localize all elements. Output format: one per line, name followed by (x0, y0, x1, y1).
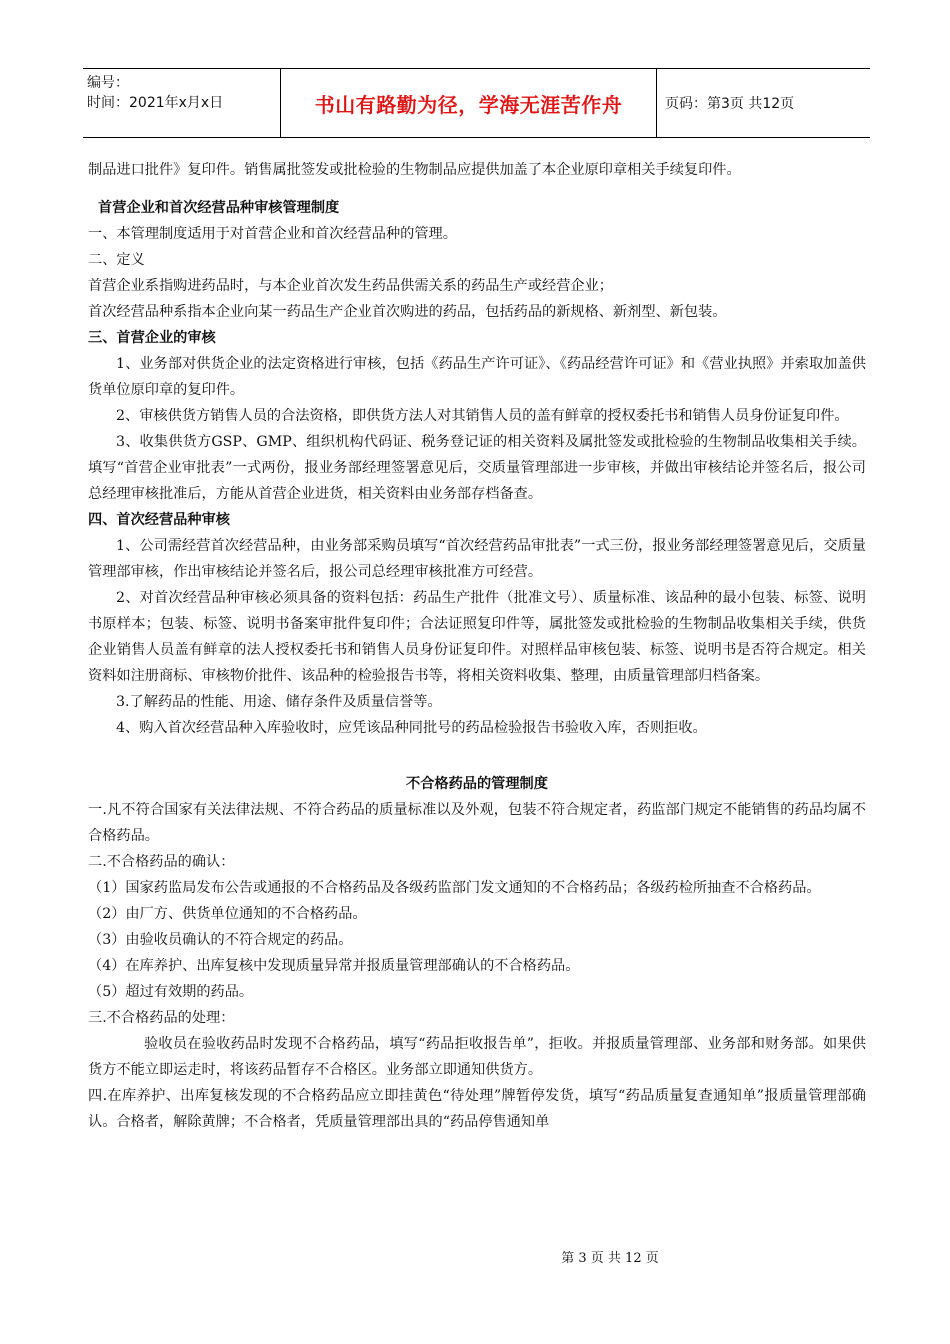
paragraph: （1）国家药监局发布公告或通报的不合格药品及各级药监部门发文通知的不合格药品；各级药检所抽查不合格药品。 (88, 880, 821, 896)
paragraph: 3.了解药品的性能、用途、储存条件及质量信誉等。 (116, 694, 442, 710)
paragraph: 1、业务部对供货企业的法定资格进行审核，包括《药品生产许可证》、《药品经营许可证》和《营业执照》并索取加盖供货单位原印章的复印件。 (88, 356, 866, 398)
paragraph: （3）由验收员确认的不符合规定的药品。 (88, 932, 353, 948)
section-heading: 首营企业和首次经营品种审核管理制度 (98, 200, 340, 216)
document-body (88, 157, 866, 1135)
section-heading: 三、首营企业的审核 (88, 330, 216, 346)
header-page-info (657, 69, 870, 137)
paragraph: 二、定义 (88, 252, 145, 268)
paragraph: （2）由厂方、供货单位通知的不合格药品。 (88, 906, 367, 922)
section-heading: 四、首次经营品种审核 (88, 512, 230, 528)
paragraph: 一.凡不符合国家有关法律法规、不符合药品的质量标准以及外观，包装不符合规定者，药监部门规定不能销售的药品均属不合格药品。 (88, 802, 866, 844)
paragraph: 2、对首次经营品种审核必须具备的资料包括：药品生产批件（批准文号）、质量标准、该品种的最小包装、标签、说明书原样本；包装、标签、说明书备案审批件复印件；合法证照复印件等，属批签发或批检验的生物制品收集相关手续，供货企业销售人员盖有鲜章的法人授权委托书和销售人员身份证复印件。对照样品审核包装、标签、说明书是否符合规定。相关资料如注册商标、审核物价批件、该品种的检验报告书等，将相关资料收集、整理，由质量管理部归档备案。 (88, 590, 866, 684)
paragraph: （5）超过有效期的药品。 (88, 984, 254, 1000)
paragraph: 四.在库养护、出库复核发现的不合格药品应立即挂黄色“待处理”牌暂停发货，填写“药品质量复查通知单”报质量管理部确认。合格者，解除黄牌；不合格者，凭质量管理部出具的“药品停售通知单 (88, 1088, 866, 1130)
paragraph: 首营企业系指购进药品时，与本企业首次发生药品供需关系的药品生产或经营企业； (88, 278, 613, 294)
time-label: 时间：2021年x月x日 (87, 95, 224, 111)
document-title: 不合格药品的管理制度 (406, 776, 548, 792)
paragraph: 2、审核供货方销售人员的合法资格，即供货方法人对其销售人员的盖有鲜章的授权委托书和销售人员身份证复印件。 (116, 408, 849, 424)
paragraph: 三.不合格药品的处理： (88, 1010, 235, 1026)
paragraph: 3、收集供货方GSP、GMP、组织机构代码证、税务登记证的相关资料及属批签发或批检验的生物制品收集相关手续。填写“首营企业审批表”一式两份，报业务部经理签署意见后，交质量管理部进一步审核，并做出审核结论并签名后，报公司总经理审核批准后，方能从首营企业进货，相关资料由业务部存档备查。 (88, 434, 866, 502)
paragraph: 一、本管理制度适用于对首营企业和首次经营品种的管理。 (88, 226, 457, 242)
header-meta (83, 69, 281, 137)
paragraph: 首次经营品种系指本企业向某一药品生产企业首次购进的药品，包括药品的新规格、新剂型、新包装。 (88, 304, 727, 320)
paragraph: 4、购入首次经营品种入库验收时，应凭该品种同批号的药品检验报告书验收入库，否则拒收。 (116, 720, 707, 736)
paragraph: 制品进口批件》复印件。销售属批签发或批检验的生物制品应提供加盖了本企业原印章相关手续复印件。 (88, 162, 741, 178)
paragraph: （4）在库养护、出库复核中发现质量异常并报质量管理部确认的不合格药品。 (88, 958, 580, 974)
page-footer: 第 3 页 共 12 页 (561, 1251, 659, 1266)
paragraph: 验收员在验收药品时发现不合格药品，填写“药品拒收报告单”，拒收。并报质量管理部、业务部和财务部。如果供货方不能立即运走时，将该药品暂存不合格区。业务部立即通知供货方。 (88, 1036, 866, 1078)
paragraph: 二.不合格药品的确认： (88, 854, 235, 870)
page-label: 页码：第3页 共12页 (665, 96, 795, 112)
spacer (88, 183, 866, 195)
header-motto: 书山有路勤为径，学海无涯苦作舟 (281, 69, 657, 137)
page-header (83, 68, 870, 138)
spacer (88, 741, 866, 771)
number-label: 编号： (87, 75, 129, 91)
paragraph: 1、公司需经营首次经营品种，由业务部采购员填写“首次经营药品审批表”一式三份，报业务部经理签署意见后，交质量管理部审核，作出审核结论并签名后，报公司总经理审核批准方可经营。 (88, 538, 866, 580)
